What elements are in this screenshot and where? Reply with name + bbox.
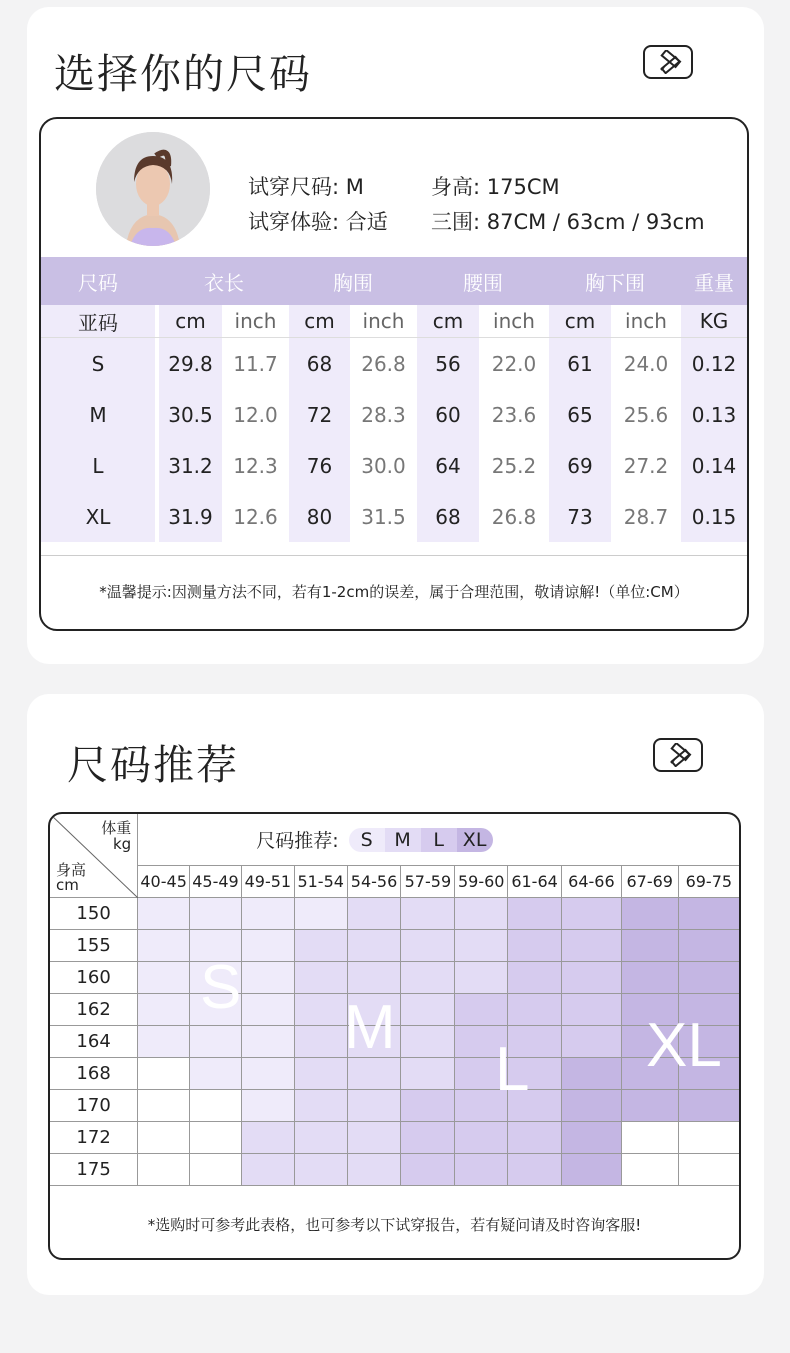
grid-cell [347,1122,401,1154]
header-size: 尺码 [41,257,155,305]
cell-value: 28.7 [611,491,681,542]
table-row [50,1090,739,1122]
grid-cell [138,930,190,962]
tryon-measurements: 三围: 87CM / 63cm / 93cm [431,210,705,234]
grid-cell [678,1090,739,1122]
cell-value: 56 [417,338,479,390]
grid-cell [138,1090,190,1122]
cell-value: 25.6 [611,389,681,440]
grid-cell [401,1026,455,1058]
grid-cell [241,994,294,1026]
grid-cell [294,1154,347,1186]
grid-cell [678,930,739,962]
cell-value: 30.0 [350,440,417,491]
cell-value: 76 [289,440,350,491]
subheader-inch: inch [479,305,549,338]
cell-value: 28.3 [350,389,417,440]
grid-cell [401,1122,455,1154]
grid-cell [401,898,455,930]
cell-value: 25.2 [479,440,549,491]
section-title: 尺码推荐 [67,741,239,789]
cell-value: 23.6 [479,389,549,440]
grid-cell [138,1026,190,1058]
grid-cell [401,1154,455,1186]
ruler-pencil-icon [643,45,693,79]
grid-cell [401,1058,455,1090]
subheader-cm: cm [549,305,611,338]
height-value: 155 [50,930,138,962]
grid-cell [294,962,347,994]
grid-cell [347,1090,401,1122]
height-label: 身高 [56,861,87,879]
height-value: 164 [50,1026,138,1058]
cell-value: 31.9 [159,491,222,542]
cell-value: 73 [549,491,611,542]
grid-cell [294,898,347,930]
weight-range: 69-75 [678,866,739,898]
weight-range: 49-51 [241,866,294,898]
tryon-size: 试穿尺码: M [248,175,364,199]
cell-value: 0.12 [681,338,747,390]
size-table-box [39,117,749,631]
grid-cell [241,1026,294,1058]
table-row [50,1154,739,1186]
grid-cell [138,994,190,1026]
height-value: 170 [50,1090,138,1122]
table-row [41,491,747,542]
table-row [41,389,747,440]
cell-value: 27.2 [611,440,681,491]
grid-cell [455,1122,508,1154]
grid-cell [561,1058,621,1090]
grid-cell [138,962,190,994]
grid-cell [190,1026,242,1058]
subheader-inch: inch [222,305,289,338]
cell-value: 0.14 [681,440,747,491]
grid-cell [455,898,508,930]
tryon-height: 身高: 175CM [431,175,560,199]
grid-cell [138,898,190,930]
recommendation-table-box [48,812,741,1260]
size-table [41,257,747,542]
grid-cell [621,962,678,994]
grid-cell [621,898,678,930]
grid-cell [621,1154,678,1186]
cell-value: 68 [289,338,350,390]
zone-label-s: S [200,953,242,1022]
grid-cell [455,962,508,994]
cell-size: L [41,440,155,491]
cell-value: 11.7 [222,338,289,390]
grid-cell [138,1154,190,1186]
table-row [50,962,739,994]
grid-cell [347,898,401,930]
weight-range: 40-45 [138,866,190,898]
cell-value: 26.8 [479,491,549,542]
grid-cell [190,1090,242,1122]
table-row [50,1122,739,1154]
cell-value: 68 [417,491,479,542]
size-legend [349,828,493,852]
grid-cell [241,1122,294,1154]
grid-cell [241,930,294,962]
grid-cell [508,930,562,962]
grid-cell [190,1058,242,1090]
grid-cell [561,1026,621,1058]
grid-cell [678,1154,739,1186]
weight-unit: kg [112,835,132,853]
weight-range: 51-54 [294,866,347,898]
height-value: 172 [50,1122,138,1154]
grid-cell [508,1154,562,1186]
cell-size: M [41,389,155,440]
subheader-cm: cm [289,305,350,338]
subheader-asia-size: 亚码 [41,305,155,338]
grid-cell [678,962,739,994]
grid-cell [508,1122,562,1154]
grid-cell [401,962,455,994]
grid-cell [621,930,678,962]
cell-value: 60 [417,389,479,440]
height-value: 162 [50,994,138,1026]
table-row [41,338,747,390]
weight-range: 54-56 [347,866,401,898]
table-row [50,930,739,962]
cell-value: 29.8 [159,338,222,390]
grid-cell [241,962,294,994]
grid-cell [561,1090,621,1122]
table-header-row [41,257,747,305]
grid-cell [561,994,621,1026]
legend-label: 尺码推荐: [256,830,339,852]
header-length: 衣长 [159,257,289,305]
tryon-feel: 试穿体验: 合适 [248,210,388,234]
grid-cell [561,1154,621,1186]
height-value: 175 [50,1154,138,1186]
grid-cell [294,994,347,1026]
height-value: 150 [50,898,138,930]
grid-cell [508,962,562,994]
weight-range: 57-59 [401,866,455,898]
grid-cell [455,1154,508,1186]
legend-item-xl: XL [457,828,493,852]
cell-size: S [41,338,155,390]
grid-cell [621,1122,678,1154]
grid-cell [190,1154,242,1186]
cell-value: 80 [289,491,350,542]
cell-value: 22.0 [479,338,549,390]
grid-cell [621,1090,678,1122]
cell-value: 12.0 [222,389,289,440]
grid-cell [241,1154,294,1186]
header-weight: 重量 [681,257,747,305]
table-row [41,440,747,491]
model-avatar [96,132,210,246]
table-row [50,898,739,930]
ruler-pencil-icon [653,738,703,772]
cell-value: 12.6 [222,491,289,542]
subheader-cm: cm [417,305,479,338]
cell-value: 61 [549,338,611,390]
weight-range: 45-49 [190,866,242,898]
grid-cell [138,1122,190,1154]
cell-value: 12.3 [222,440,289,491]
recommendation-tip: *选购时可参考此表格，也可参考以下试穿报告，若有疑问请及时咨询客服! [147,1216,642,1234]
grid-cell [561,898,621,930]
zone-label-l: L [495,1035,530,1104]
cell-size: XL [41,491,155,542]
measurement-tip: *温馨提示:因测量方法不同，若有1-2cm的误差，属于合理范围，敬请谅解!（单位:CM） [99,583,689,601]
cell-value: 31.2 [159,440,222,491]
subheader-kg: KG [681,305,747,338]
grid-cell [455,994,508,1026]
grid-cell [347,962,401,994]
cell-value: 0.15 [681,491,747,542]
grid-cell [401,930,455,962]
grid-cell [401,1090,455,1122]
height-value: 168 [50,1058,138,1090]
grid-cell [401,994,455,1026]
legend-item-s: S [349,828,385,852]
section-title: 选择你的尺码 [54,50,312,98]
grid-cell [561,930,621,962]
zone-label-xl: XL [646,1011,722,1080]
weight-label: 体重 [101,819,132,837]
grid-cell [508,898,562,930]
weight-header-row [50,866,739,898]
grid-cell [678,1122,739,1154]
height-unit: cm [56,876,79,894]
cell-value: 0.13 [681,389,747,440]
grid-cell [561,1122,621,1154]
header-bust: 胸围 [289,257,417,305]
grid-cell [241,1058,294,1090]
weight-range: 61-64 [508,866,562,898]
height-value: 160 [50,962,138,994]
zone-label-m: M [344,993,396,1062]
subheader-inch: inch [350,305,417,338]
grid-cell [190,898,242,930]
table-subheader-row [41,305,747,338]
corner-cell [50,814,138,898]
subheader-inch: inch [611,305,681,338]
legend-item-l: L [421,828,457,852]
cell-value: 72 [289,389,350,440]
header-waist: 腰围 [417,257,549,305]
cell-value: 26.8 [350,338,417,390]
grid-cell [190,1122,242,1154]
grid-cell [294,1026,347,1058]
grid-cell [508,994,562,1026]
legend-item-m: M [385,828,421,852]
grid-cell [294,1122,347,1154]
grid-cell [294,1090,347,1122]
weight-range: 64-66 [561,866,621,898]
cell-value: 65 [549,389,611,440]
cell-value: 31.5 [350,491,417,542]
grid-cell [347,930,401,962]
grid-cell [294,1058,347,1090]
cell-value: 30.5 [159,389,222,440]
grid-cell [678,898,739,930]
grid-cell [241,898,294,930]
grid-cell [138,1058,190,1090]
grid-cell [294,930,347,962]
header-underbust: 胸下围 [549,257,681,305]
legend-cell [138,814,739,866]
grid-cell [561,962,621,994]
grid-cell [347,1154,401,1186]
cell-value: 69 [549,440,611,491]
cell-value: 24.0 [611,338,681,390]
grid-cell [241,1090,294,1122]
weight-range: 67-69 [621,866,678,898]
cell-value: 64 [417,440,479,491]
grid-cell [455,930,508,962]
weight-range: 59-60 [455,866,508,898]
subheader-cm: cm [159,305,222,338]
